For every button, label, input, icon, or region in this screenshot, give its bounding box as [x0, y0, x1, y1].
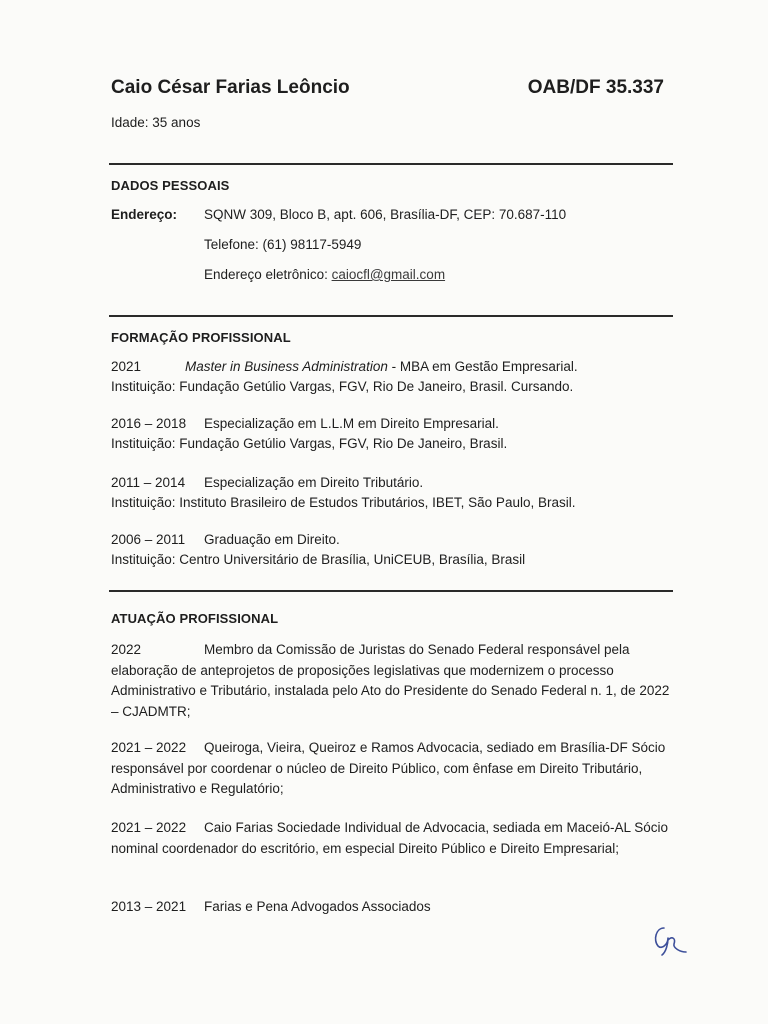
atuacao-entry: [111, 738, 671, 800]
section-title-dados-pessoais: DADOS PESSOAIS: [111, 178, 230, 193]
atuacao-entry: [111, 640, 671, 722]
divider: [109, 163, 673, 165]
formacao-period: 2006 – 2011: [111, 532, 186, 547]
formacao-institution: Instituição: Fundação Getúlio Vargas, FGV, Rio De Janeiro, Brasil.: [111, 436, 508, 451]
atuacao-entry: [111, 818, 671, 859]
age: Idade: 35 anos: [111, 115, 201, 130]
email-link[interactable]: caiocfl@gmail.com: [331, 267, 446, 282]
divider: [109, 315, 673, 317]
formacao-course: [185, 357, 578, 377]
address-label: Endereço:: [111, 207, 178, 222]
formacao-institution: Instituição: Instituto Brasileiro de Estudos Tributários, IBET, São Paulo, Brasil.: [111, 495, 576, 510]
formacao-period: 2011 – 2014: [111, 475, 186, 490]
oab-registration: OAB/DF 35.337: [527, 77, 664, 98]
divider: [109, 590, 673, 592]
atuacao-text: Farias e Pena Advogados Associados: [204, 899, 431, 914]
initials-signature: [650, 922, 690, 958]
atuacao-text: Caio Farias Sociedade Individual de Advocacia, sediada em Maceió-AL Sócio nominal coordenador do escritório, em especial Direito Público e Direito Empresarial;: [111, 820, 669, 856]
course-rest: - MBA em Gestão Empresarial.: [387, 359, 578, 374]
email-row: [204, 265, 445, 285]
formacao-period: 2016 – 2018: [111, 416, 187, 431]
formacao-course: Especialização em L.L.M em Direito Empresarial.: [204, 416, 499, 431]
person-name: Caio César Farias Leôncio: [111, 77, 350, 98]
atuacao-period: 2021 – 2022: [111, 820, 187, 835]
formacao-institution: Instituição: Centro Universitário de Brasília, UniCEUB, Brasília, Brasil: [111, 552, 526, 567]
formacao-institution: Instituição: Fundação Getúlio Vargas, FGV, Rio De Janeiro, Brasil. Cursando.: [111, 379, 574, 394]
phone-value: Telefone: (61) 98117-5949: [204, 237, 362, 252]
section-title-atuacao: ATUAÇÃO PROFISSIONAL: [111, 611, 279, 626]
atuacao-period: 2022: [111, 642, 142, 657]
formacao-period: 2021: [111, 359, 142, 374]
atuacao-period: 2013 – 2021: [111, 899, 187, 914]
email-label: Endereço eletrônico:: [204, 267, 332, 282]
atuacao-entry: [111, 897, 671, 918]
address-value: SQNW 309, Bloco B, apt. 606, Brasília-DF, CEP: 70.687-110: [204, 207, 567, 222]
atuacao-period: 2021 – 2022: [111, 740, 187, 755]
formacao-course: Especialização em Direito Tributário.: [204, 475, 424, 490]
formacao-course: Graduação em Direito.: [204, 532, 340, 547]
course-italic: Master in Business Administration: [185, 359, 388, 374]
atuacao-text: Queiroga, Vieira, Queiroz e Ramos Advocacia, sediado em Brasília-DF Sócio responsável por coordenar o núcleo de Direito Público, com ênfase em Direito Tributário, Administrativo e Regulatório;: [111, 740, 666, 796]
section-title-formacao: FORMAÇÃO PROFISSIONAL: [111, 330, 291, 345]
atuacao-text: Membro da Comissão de Juristas do Senado Federal responsável pela elaboração de anteprojetos de proposições legislativas que modernizem o processo Administrativo e Tributário, instalada pelo Ato do Presidente do Senado Federal n. 1, de 2022 – CJADMTR;: [111, 642, 670, 719]
